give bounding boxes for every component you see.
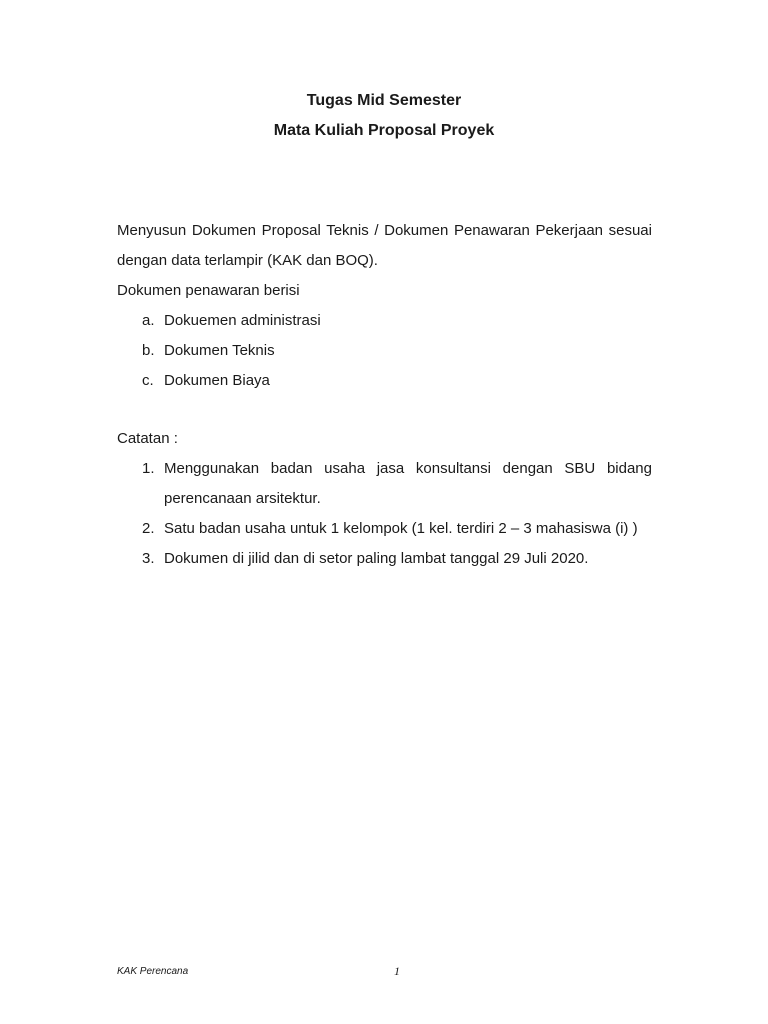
title-line-1: Tugas Mid Semester <box>306 92 462 109</box>
list-marker: a. <box>142 312 155 329</box>
list-marker: b. <box>142 342 155 359</box>
document-list <box>117 306 652 396</box>
document-title <box>0 86 768 146</box>
list-item <box>117 366 652 396</box>
intro-paragraph <box>117 216 652 306</box>
intro-line-1: Menyusun Dokumen Proposal Teknis / Dokumen Penawaran Pekerjaan sesuai <box>117 222 652 239</box>
list-item <box>117 336 652 366</box>
notes-list <box>117 454 652 574</box>
note-line: Dokumen di jilid dan di setor paling lambat tanggal 29 Juli 2020. <box>164 550 589 567</box>
intro-line-3: Dokumen penawaran berisi <box>117 282 300 299</box>
list-text: Dokumen Teknis <box>164 342 275 359</box>
intro-line-2: dengan data terlampir (KAK dan BOQ). <box>117 252 378 269</box>
list-marker: 3. <box>142 550 155 567</box>
list-item <box>117 514 652 544</box>
list-text: Dokuemen administrasi <box>164 312 321 329</box>
footer-label: KAK Perencana <box>117 966 189 977</box>
list-marker: c. <box>142 372 154 389</box>
title-line-2: Mata Kuliah Proposal Proyek <box>273 122 495 139</box>
list-marker: 2. <box>142 520 155 537</box>
document-body <box>117 216 652 574</box>
notes-heading: Catatan : <box>117 430 178 447</box>
note-line: Menggunakan badan usaha jasa konsultansi dengan SBU bidang <box>164 460 652 477</box>
list-item <box>117 544 652 574</box>
list-marker: 1. <box>142 460 155 477</box>
note-line: perencanaan arsitektur. <box>164 490 321 507</box>
note-line: Satu badan usaha untuk 1 kelompok (1 kel. terdiri 2 – 3 mahasiswa (i) ) <box>164 520 638 537</box>
list-item <box>117 454 652 514</box>
list-item <box>117 306 652 336</box>
page-number: 1 <box>394 964 400 978</box>
list-text: Dokumen Biaya <box>164 372 270 389</box>
